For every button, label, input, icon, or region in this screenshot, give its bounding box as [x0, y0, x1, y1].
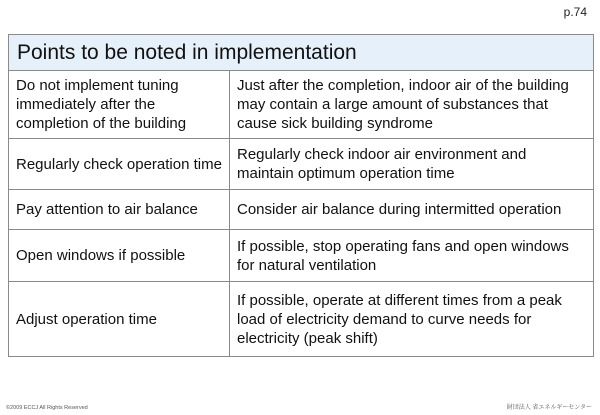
table-row	[9, 230, 594, 282]
table-row	[9, 282, 594, 357]
detail-cell: Just after the completion, indoor air of the building may contain a large amount of substances that cause sick building syndrome	[230, 71, 594, 139]
page-number: p.74	[563, 5, 587, 19]
table-title: Points to be noted in implementation	[9, 35, 594, 71]
implementation-notes-table	[8, 34, 594, 357]
detail-cell: If possible, operate at different times from a peak load of electricity demand to curve needs for electricity (peak shift)	[230, 282, 594, 357]
point-cell: Open windows if possible	[9, 230, 230, 282]
detail-cell: If possible, stop operating fans and open windows for natural ventilation	[230, 230, 594, 282]
organization-name: 財団法人 省エネルギーセンター	[506, 405, 592, 411]
detail-cell: Regularly check indoor air environment and maintain optimum operation time	[230, 139, 594, 190]
table-row	[9, 71, 594, 139]
table-row	[9, 190, 594, 230]
point-cell: Pay attention to air balance	[9, 190, 230, 230]
copyright-notice: ©2009 ECCJ All Rights Reserved	[6, 405, 88, 411]
detail-cell: Consider air balance during intermitted operation	[230, 190, 594, 230]
point-cell: Do not implement tuning immediately after the completion of the building	[9, 71, 230, 139]
point-cell: Adjust operation time	[9, 282, 230, 357]
table-title-row	[9, 35, 594, 71]
table-row	[9, 139, 594, 190]
point-cell: Regularly check operation time	[9, 139, 230, 190]
